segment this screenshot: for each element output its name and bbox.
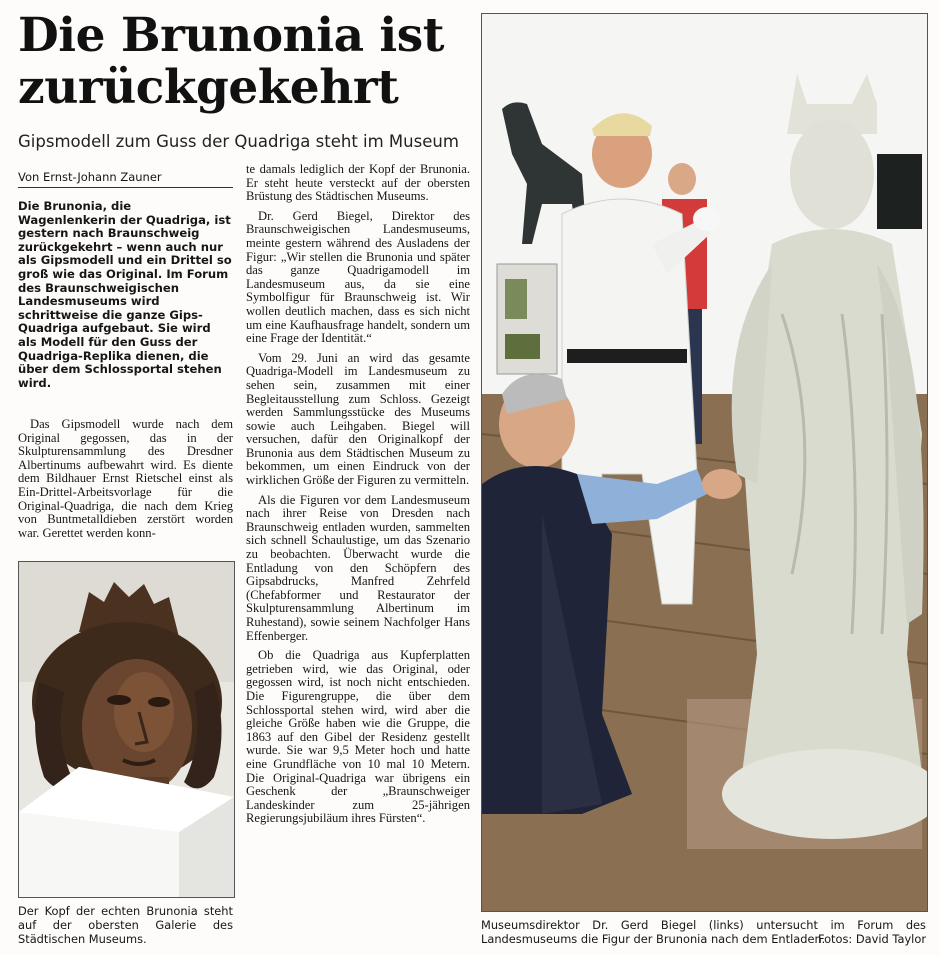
photo-credit: Fotos: David Taylor (817, 932, 926, 946)
headline-line-2: zurückgekehrt (18, 60, 399, 115)
article-subheadline: Gipsmodell zum Guss der Quadriga steht im Museum (18, 132, 459, 151)
body-paragraph-1: Das Gipsmodell wurde nach dem Original gegossen, das in der Skulpturensammlung des Dresdner Albertinums aufbewahrt wird. Es diente dem Bildhauer Ernst Rietschel einst als Ein-Drittel-Arbeitsvorlage für die Original-Quadriga, die nach dem Krieg von Buntmetalldieben zerstört worden war. Gerettet werden konn- (18, 417, 233, 540)
lead-paragraph: Die Brunonia, die Wagenlenkerin der Quadriga, ist gestern nach Braunschweig zurückgekehrt – wenn auch nur als Gipsmodell und ein Drittel so groß wie das Original. Im Forum des Braunschweigischen Landesmuseums wird schrittweise die ganze Gips-Quadriga aufgebaut. Sie wird als Modell für den Guss der Quadriga-Replika dienen, die über dem Schlossportal stehen wird. (18, 199, 232, 390)
body-column-1 (18, 418, 233, 540)
caption-head-photo: Der Kopf der echten Brunonia steht auf der obersten Galerie des Städtischen Museums. (18, 904, 233, 946)
byline: Von Ernst-Johann Zauner (18, 170, 233, 188)
body-paragraph-5: Ob die Quadriga aus Kupferplatten getrieben wird, wie das Original, oder gegossen wird, ist noch nicht entschieden. Die Figurengruppe, die über dem Schlossportal stehen wird, wird aber die gleiche Größe haben wie die Gruppe, die 1863 auf den Gibel der Residenz gestellt wurde. Sie war 9,5 Meter hoch und hatte eine Grundfläche von 10 mal 10 Metern. Die Original-Quadriga war übrigens ein Geschenk der „Braunschweiger Landeskinder zum 25-jährigen Regierungsjubiläum ihres Fürsten“. (246, 648, 470, 826)
article-headline (18, 10, 468, 114)
body-paragraph-2: Dr. Gerd Biegel, Direktor des Braunschweigischen Landesmuseums, meinte gestern während des Ausladens der Figur: „Wir stellen die Brunonia und später das ganze Quadrigamodell im Landesmuseum aus, da sie eine Symbolfigur für Braunschweig ist. Wir wollen deutlich machen, dass es sich nicht um eine Kaufhausfrage handelt, sondern um eine Frage der Identität.“ (246, 208, 470, 346)
photo-museum-statue (481, 13, 928, 912)
body-paragraph-1-continued: te damals lediglich der Kopf der Brunonia. Er steht heute versteckt auf der obersten Brüstung des Städtischen Museums. (246, 162, 470, 204)
headline-line-1: Die Brunonia ist (18, 8, 444, 63)
body-column-2 (246, 163, 470, 826)
body-paragraph-3: Vom 29. Juni an wird das gesamte Quadriga-Modell im Landesmuseum zu sehen sein, zusammen mit einer Begleitausstellung zum Schloss. Gezeigt werden Sammlungsstücke des Museums sowie auch Leihgaben. Biegel will versuchen, dafür den Originalkopf der Brunonia aus dem Städtischen Museum zu bekommen, um einen Eindruck von der wirklichen Größe der Figuren zu vermitteln. (246, 350, 470, 488)
caption-museum-photo: Museumsdirektor Dr. Gerd Biegel (links) untersucht im Forum des Landesmuseums die Figur der Brunonia nach dem Entladen. (481, 918, 926, 946)
photo-brunonia-head (18, 561, 235, 898)
body-paragraph-4: Als die Figuren vor dem Landesmuseum nach ihrer Reise von Dresden nach Braunschweig entladen wurden, sammelten sich schnell Schaulustige, um das Szenario zu beobachten. Überwacht wurde die Entladung von den Schöpfern des Gipsabdrucks, Manfred Zehrfeld (Chefabformer und Restaurator der Skulpturensammlung Albertinum im Ruhestand), sowie seinem Nachfolger Hans Effenberger. (246, 492, 470, 643)
